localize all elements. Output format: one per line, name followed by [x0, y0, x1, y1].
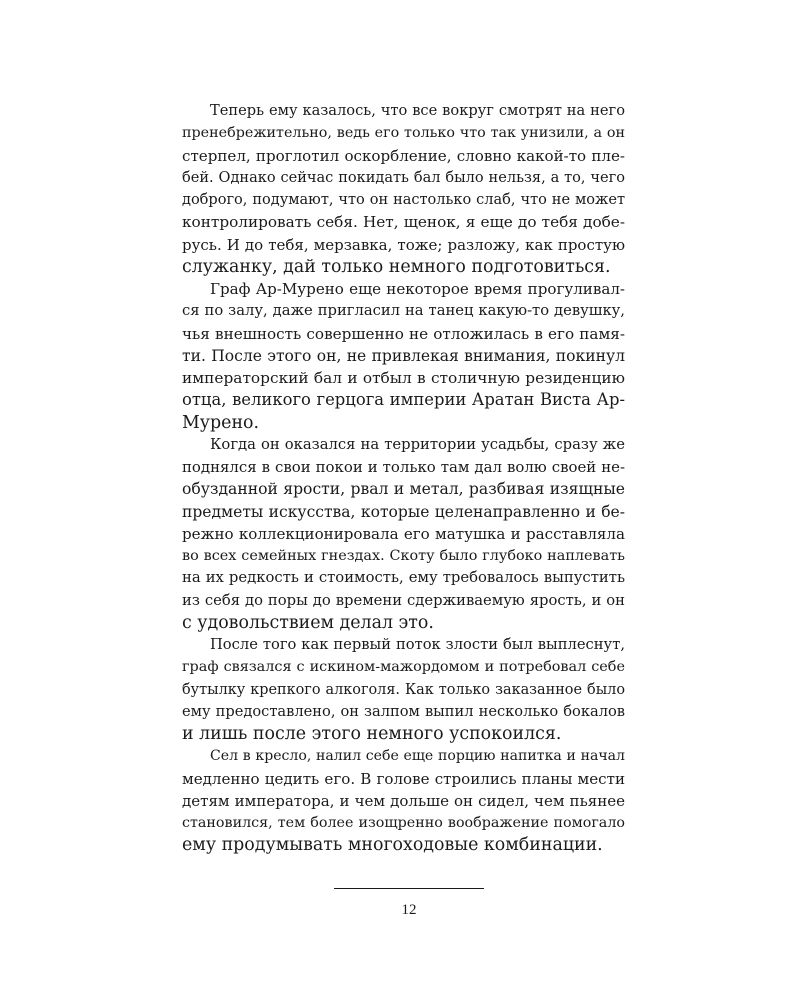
text-line: отца, великого герцога империи Аратан Виста Ар- — [182, 390, 625, 410]
text-line: Сел в кресло, налил себе еще порцию напитка и начал — [210, 748, 625, 765]
text-line: бутылку крепкого алкоголя. Как только заказанное было — [182, 681, 625, 698]
text-line: и лишь после этого немного успокоился. — [182, 724, 562, 744]
text-line: из себя до поры до времени сдерживаемую ярость, и он — [182, 591, 625, 609]
page-body-text — [182, 100, 625, 857]
text-line: стерпел, проглотил оскорбление, словно какой-то пле- — [182, 146, 625, 165]
text-line: граф связался с искином-мажордомом и потребовал себе — [182, 659, 625, 676]
text-line: Когда он оказался на территории усадьбы, сразу же — [210, 435, 625, 453]
text-line: русь. И до тебя, мерзавка, тоже; разложу, как простую — [182, 235, 625, 254]
text-line: После того как первый поток злости был выплеснут, — [210, 636, 625, 653]
text-line: ти. После этого он, не привлекая внимания, покинул — [182, 346, 625, 365]
text-line: ся по залу, даже пригласил на танец какую-то девушку, — [182, 302, 625, 320]
text-line: детям императора, и чем дольше он сидел, чем пьянее — [182, 791, 625, 810]
text-line: во всех семейных гнездах. Скоту было глубоко наплевать — [182, 548, 625, 564]
text-line: ему продумывать многоходовые комбинации. — [182, 835, 603, 856]
text-line: чья внешность совершенно не отложилась в его памя- — [182, 324, 625, 343]
text-line: ему предоставлено, он залпом выпил несколько бокалов — [182, 702, 625, 720]
text-line: пренебрежительно, ведь его только что так унизили, а он — [182, 125, 625, 142]
text-line: Граф Ар-Мурено еще некоторое время прогуливал- — [210, 280, 625, 298]
text-line: режно коллекционировала его матушка и расставляла — [182, 524, 625, 543]
text-line: обузданной ярости, рвал и метал, разбивая изящные — [182, 480, 625, 499]
text-line: становился, тем более изощренно воображение помогало — [182, 815, 625, 831]
text-line: с удовольствием делал это. — [182, 612, 434, 633]
text-line: контролировать себя. Нет, щенок, я еще до тебя добе- — [182, 213, 625, 232]
text-line: поднялся в свои покои и только там дал волю своей не- — [182, 458, 625, 476]
footer-divider — [334, 888, 484, 889]
text-line: Теперь ему казалось, что все вокруг смотрят на него — [210, 102, 625, 119]
text-line: предметы искусства, которые целенаправленно и бе- — [182, 502, 625, 521]
text-line: медленно цедить его. В голове строились планы мести — [182, 769, 625, 788]
page-number: 12 — [401, 902, 417, 918]
text-line: служанку, дай только немного подготовиться. — [182, 256, 611, 277]
text-line: на их редкость и стоимость, ему требовалось выпустить — [182, 569, 625, 587]
text-line: императорский бал и отбыл в столичную резиденцию — [182, 369, 625, 387]
text-line: доброго, подумают, что он настолько слаб, что не может — [182, 192, 625, 208]
text-line: Мурено. — [182, 412, 260, 433]
text-line: бей. Однако сейчас покидать бал было нельзя, а то, чего — [182, 169, 625, 186]
